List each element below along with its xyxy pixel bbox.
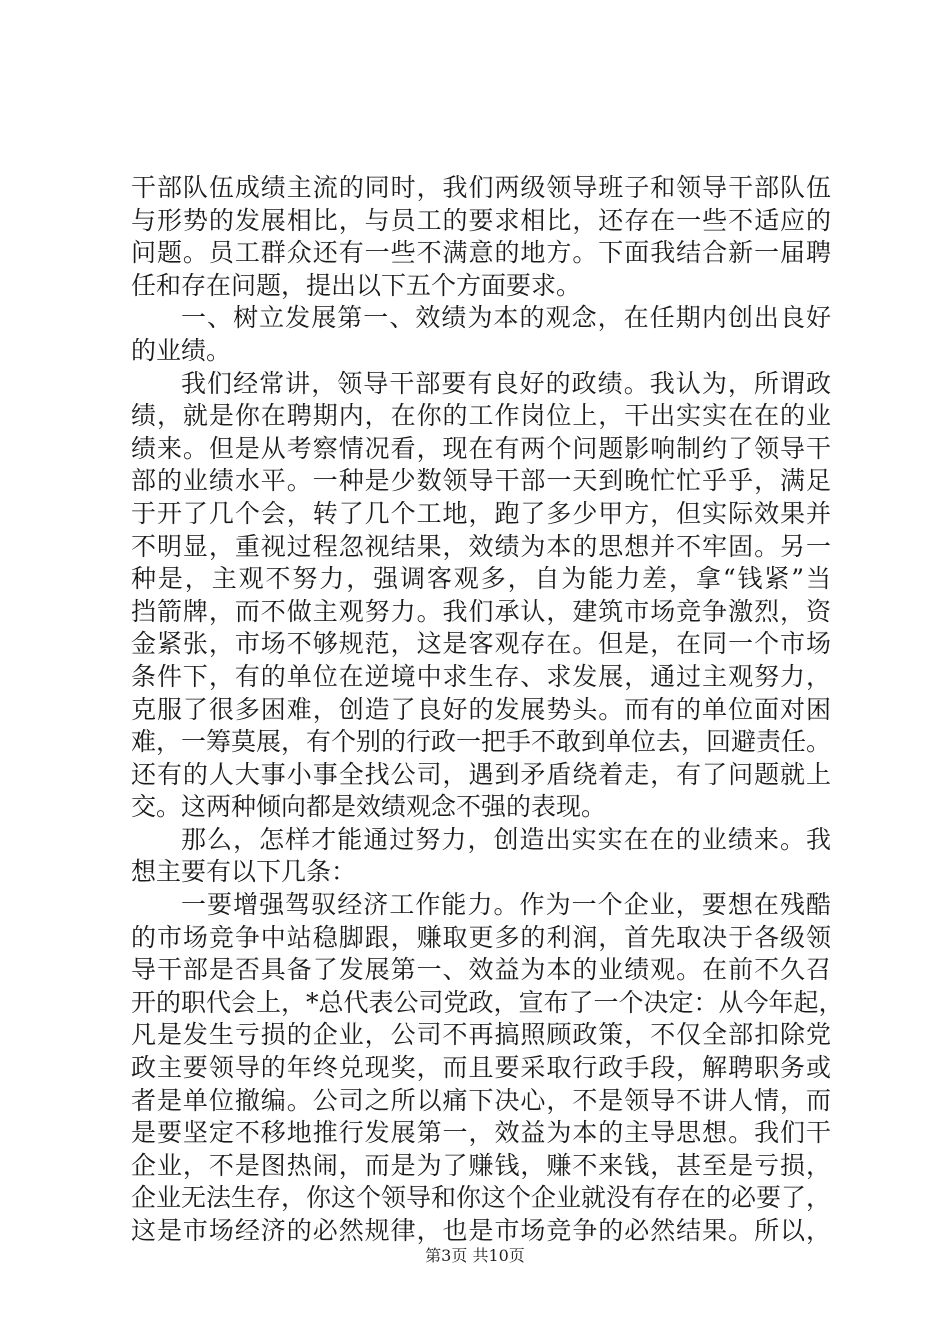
text-line: 任和存在问题，提出以下五个方面要求。: [131, 270, 582, 300]
text-line: 条件下，有的单位在逆境中求生存、求发展，通过主观努力，: [131, 661, 831, 691]
text-line: 一、树立发展第一、效绩为本的观念，在任期内创出良好: [181, 303, 831, 333]
text-line: 干部队伍成绩主流的同时，我们两级领导班子和领导干部队伍: [131, 173, 831, 202]
text-line: 政主要领导的年终兑现奖，而且要采取行政手段，解聘职务或: [131, 1053, 831, 1083]
text-line: 一要增强驾驭经济工作能力。作为一个企业，要想在残酷: [181, 890, 831, 920]
text-line: 绩，就是你在聘期内，在你的工作岗位上，干出实实在在的业: [131, 401, 831, 431]
text-line: 者是单位撤编。公司之所以痛下决心，不是领导不讲人情，而: [131, 1085, 831, 1115]
text-line: 的业绩。: [131, 335, 232, 365]
text-line: 的市场竞争中站稳脚跟，赚取更多的利润，首先取决于各级领: [131, 922, 831, 952]
text-line: 种是，主观不努力，强调客观多，自为能力差，拿“钱紧”当: [131, 564, 831, 594]
text-line: 凡是发生亏损的企业，公司不再搞照顾政策，不仅全部扣除党: [131, 1020, 831, 1050]
text-line: 是要坚定不移地推行发展第一，效益为本的主导思想。我们干: [131, 1118, 831, 1148]
text-line: 金紧张，市场不够规范，这是客观存在。但是，在同一个市场: [131, 629, 831, 659]
page-number-label: 第3页 共10页: [425, 1246, 525, 1265]
text-line: 企业，不是图热闹，而是为了赚钱，赚不来钱，甚至是亏损，: [131, 1150, 831, 1180]
text-line: 导干部是否具备了发展第一、效益为本的业绩观。在前不久召: [131, 955, 831, 985]
text-line: 难，一筹莫展，有个别的行政一把手不敢到单位去，回避责任。: [131, 727, 832, 757]
text-line: 挡箭牌，而不做主观努力。我们承认，建筑市场竞争激烈，资: [131, 596, 831, 626]
text-line: 这是市场经济的必然规律，也是市场竞争的必然结果。所以，: [131, 1216, 831, 1245]
text-line: 不明显，重视过程忽视结果，效绩为本的思想并不牢固。另一: [131, 531, 831, 561]
document-body: [131, 172, 844, 1248]
text-line: 与形势的发展相比，与员工的要求相比，还存在一些不适应的: [131, 205, 831, 235]
text-line: 那么，怎样才能通过努力，创造出实实在在的业绩来。我: [181, 824, 831, 854]
text-line: 绩来。但是从考察情况看，现在有两个问题影响制约了领导干: [131, 433, 831, 463]
text-line: 克服了很多困难，创造了良好的发展势头。而有的单位面对困: [131, 694, 831, 724]
text-line: 于开了几个会，转了几个工地，跑了多少甲方，但实际效果并: [131, 498, 831, 528]
page-footer: [0, 1246, 950, 1266]
text-line: 企业无法生存，你这个领导和你这个企业就没有存在的必要了，: [131, 1183, 832, 1213]
text-line: 问题。员工群众还有一些不满意的地方。下面我结合新一届聘: [131, 238, 831, 268]
text-line: 开的职代会上，*总代表公司党政，宣布了一个决定：从今年起，: [131, 987, 844, 1017]
text-line: 交。这两种倾向都是效绩观念不强的表现。: [131, 792, 607, 822]
text-line: 部的业绩水平。一种是少数领导干部一天到晚忙忙乎乎，满足: [131, 466, 831, 496]
text-line: 我们经常讲，领导干部要有良好的政绩。我认为，所谓政: [181, 368, 831, 398]
text-line: 想主要有以下几条：: [131, 857, 357, 887]
text-line: 还有的人大事小事全找公司，遇到矛盾绕着走，有了问题就上: [131, 759, 831, 789]
